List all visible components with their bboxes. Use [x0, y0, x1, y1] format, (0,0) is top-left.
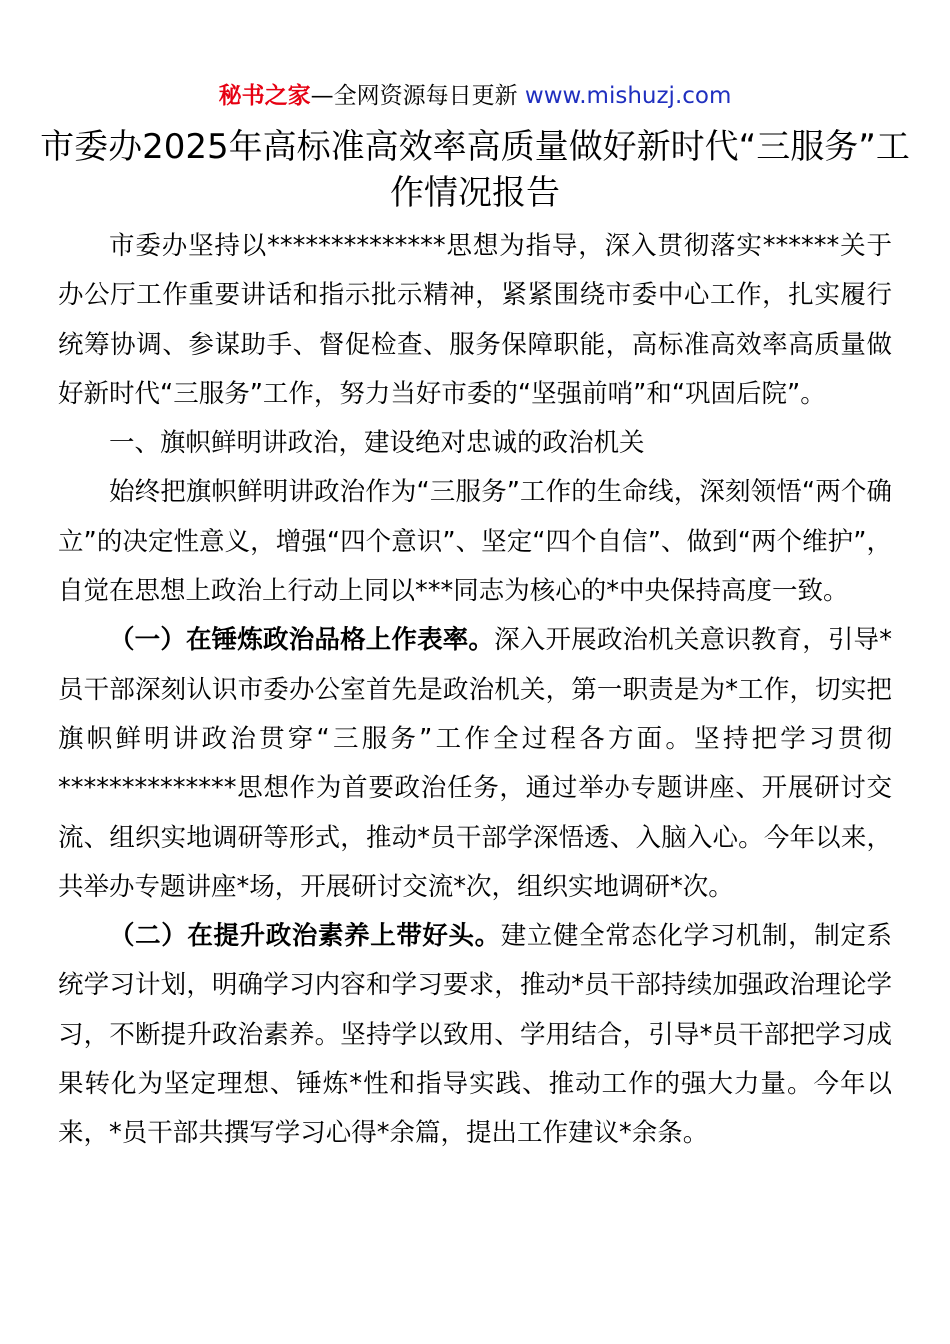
document-title: 市委办2025年高标准高效率高质量做好新时代“三服务”工作情况报告	[40, 127, 910, 213]
paragraph-subsection-1	[58, 616, 892, 912]
site-header	[0, 80, 950, 112]
paragraph-text: 市委办坚持以**************思想为指导，深入贯彻落实******关于办公厅工作重要讲话和指示批示精神，紧紧围绕市委中心工作，扎实履行统筹协调、参谋助手、督促检查、服务保障职能，高标准高效率高质量做好新时代“三服务”工作，努力当好市委的“坚强前哨”和“巩固后院”。	[58, 231, 892, 409]
paragraph-section-1	[58, 468, 892, 616]
paragraph-text: 深入开展政治机关意识教育，引导*员干部深刻认识市委办公室首先是政治机关，第一职责是为*工作，切实把旗帜鲜明讲政治贯穿“三服务”工作全过程各方面。坚持把学习贯彻**************思想作为首要政治任务，通过举办专题讲座、开展研讨交流、组织实地调研等形式，推动*员干部学深悟透、入脑入心。今年以来，共举办专题讲座*场，开展研讨交流*次，组织实地调研*次。	[58, 625, 892, 902]
site-url: www.mishuzj.com	[524, 83, 732, 109]
subsection-lead: （一）在锤炼政治品格上作表率。	[109, 625, 495, 656]
paragraph-text: 一、旗帜鲜明讲政治，建设绝对忠诚的政治机关	[109, 428, 645, 459]
document-body	[58, 222, 892, 1159]
section-heading-1	[58, 419, 892, 468]
site-brand: 秘书之家	[218, 83, 311, 109]
paragraph-subsection-2	[58, 912, 892, 1158]
subsection-lead: （二）在提升政治素养上带好头。	[109, 921, 501, 952]
paragraph-text: 建立健全常态化学习机制，制定系统学习计划，明确学习内容和学习要求，推动*员干部持续加强政治理论学习，不断提升政治素养。坚持学以致用、学用结合，引导*员干部把学习成果转化为坚定理想、锤炼*性和指导实践、推动工作的强大力量。今年以来，*员干部共撰写学习心得*余篇，提出工作建议*余条。	[58, 921, 892, 1149]
paragraph-text: 始终把旗帜鲜明讲政治作为“三服务”工作的生命线，深刻领悟“两个确立”的决定性意义，增强“四个意识”、坚定“四个自信”、做到“两个维护”，自觉在思想上政治上行动上同以***同志为核心的*中央保持高度一致。	[58, 477, 892, 607]
paragraph-intro	[58, 222, 892, 419]
site-tagline: —全网资源每日更新	[310, 83, 525, 109]
